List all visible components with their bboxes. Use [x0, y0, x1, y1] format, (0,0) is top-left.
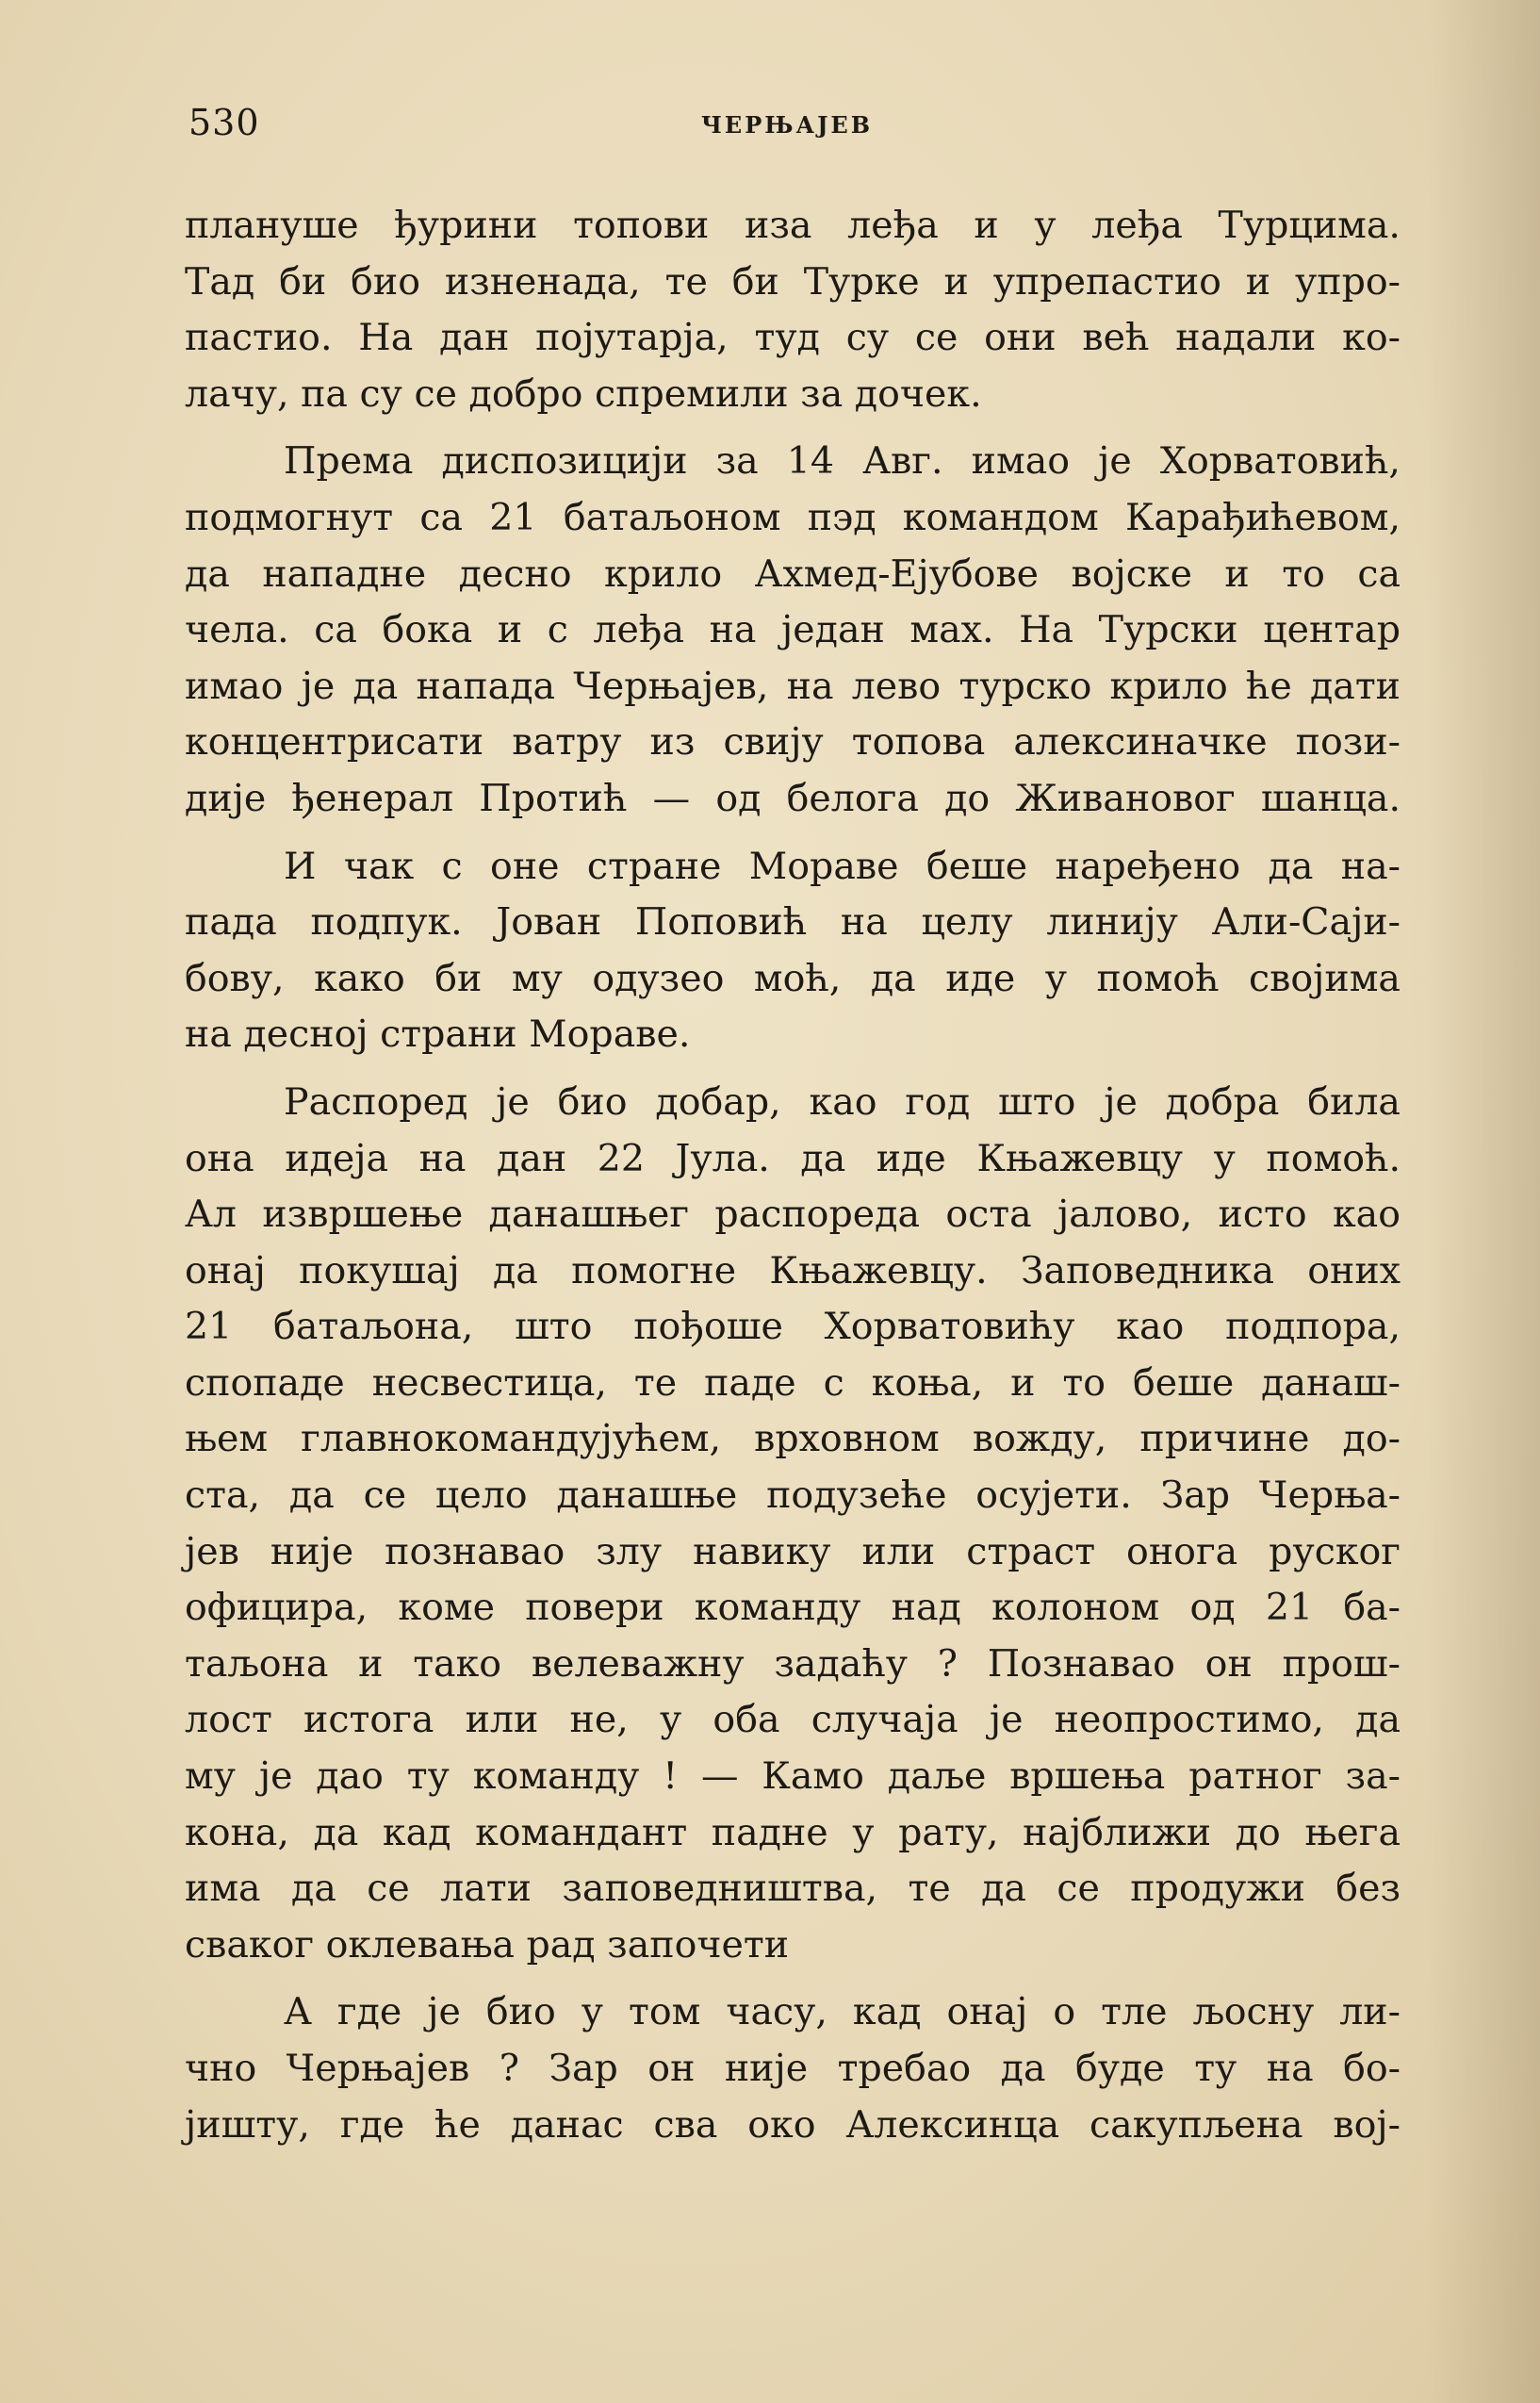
- paragraph-gap: [185, 1973, 1401, 1984]
- text-line: таљона и тако велеважну задаћу ? Познавао он прош-: [185, 1641, 1401, 1686]
- text-line: има да се лати заповедништва, те да се продужи без: [185, 1867, 1401, 1911]
- text-line: лачу, па су се добро спремили за дочек.: [185, 371, 982, 416]
- text-line: сваког оклевања рад започети: [185, 1922, 790, 1967]
- text-line: јев није познавао злу навику или страст онога руског: [185, 1529, 1401, 1573]
- paragraph-3: [185, 839, 1401, 1063]
- body-text: [185, 198, 1401, 2153]
- text-line: пада подпук. Јован Поповић на целу линију Али-Саји-: [185, 900, 1401, 945]
- text-line: Распоред је био добар, као год што је добра била: [284, 1079, 1401, 1124]
- text-line: кона, да кад командант падне у рату, најближи до њега: [185, 1810, 1401, 1854]
- text-line: дије ђенерал Протић — од белога до Живановог шанца.: [185, 776, 1401, 820]
- paragraph-5: [185, 1984, 1401, 2153]
- text-line: да нападне десно крило Ахмед-Ејубове војске и то са: [185, 551, 1401, 596]
- text-line: она идеја на дан 22 Јула. да иде Књажевцу у помоћ.: [185, 1136, 1401, 1180]
- text-line: официра, коме повери команду над колоном од 21 ба-: [185, 1586, 1401, 1630]
- text-line: чела. са бока и с леђа на један мах. На Турски центар: [185, 608, 1401, 652]
- text-line: плануше ђурини топови иза леђа и у леђа Турцима.: [185, 204, 1401, 247]
- text-line: њем главнокомандујућем, врховном вожду, причине до-: [185, 1417, 1401, 1461]
- text-line: јишту, где ће данас сва око Алексинца сакупљена вој-: [185, 2102, 1401, 2147]
- paragraph-2: [185, 434, 1401, 827]
- text-line: лост истога или не, у оба случаја је неопростимо, да: [185, 1698, 1401, 1742]
- text-line: концентрисати ватру из свију топова алексиначке пози-: [185, 720, 1401, 765]
- page-shadow: [1427, 0, 1540, 2403]
- running-title: ЧЕРЊАЈЕВ: [700, 111, 873, 139]
- paragraph-4: [185, 1075, 1401, 1974]
- text-line: чно Черњајев ? Зар он није требао да буде ту на бо-: [185, 2047, 1401, 2090]
- text-line: бову, како би му одузео моћ, да иде у помоћ својима: [185, 956, 1401, 1000]
- text-line: пастио. На дан појутарја, туд су се они већ надали ко-: [185, 316, 1401, 360]
- page-number: 530: [188, 102, 260, 143]
- paragraph-1: [185, 198, 1401, 422]
- paragraph-gap: [185, 422, 1401, 434]
- text-line: Тад би био изненада, те би Турке и упрепастио и упро-: [185, 259, 1401, 304]
- text-line: 21 батаљона, што пођоше Хорватовићу као подпора,: [185, 1305, 1401, 1349]
- page-header: [188, 102, 1385, 149]
- text-line: А где је био у том часу, кад онај о тле љосну ли-: [284, 1990, 1401, 2034]
- paragraph-gap: [185, 828, 1401, 839]
- text-line: му је дао ту команду ! — Камо даље вршења ратног за-: [185, 1754, 1401, 1799]
- text-line: подмогнут са 21 батаљоном пэд командом Карађићевом,: [185, 495, 1401, 539]
- text-line: имао је да напада Черњајев, на лево турско крило ће дати: [185, 664, 1401, 708]
- text-line: ста, да се цело данашње подузеће осујети. Зар Черња-: [185, 1473, 1401, 1518]
- text-line: онај покушај да помогне Књажевцу. Заповедника оних: [185, 1248, 1401, 1292]
- paragraph-gap: [185, 1063, 1401, 1075]
- text-line: Према диспозицији за 14 Авг. имао је Хорватовић,: [284, 439, 1401, 484]
- text-line: Ал извршење данашњег распореда оста јалово, исто као: [185, 1193, 1401, 1237]
- text-line: спопаде несвестица, те паде с коња, и то беше данаш-: [185, 1360, 1401, 1405]
- text-line: на десној страни Мораве.: [185, 1012, 691, 1057]
- text-line: И чак с оне стране Мораве беше наређено да на-: [284, 844, 1401, 888]
